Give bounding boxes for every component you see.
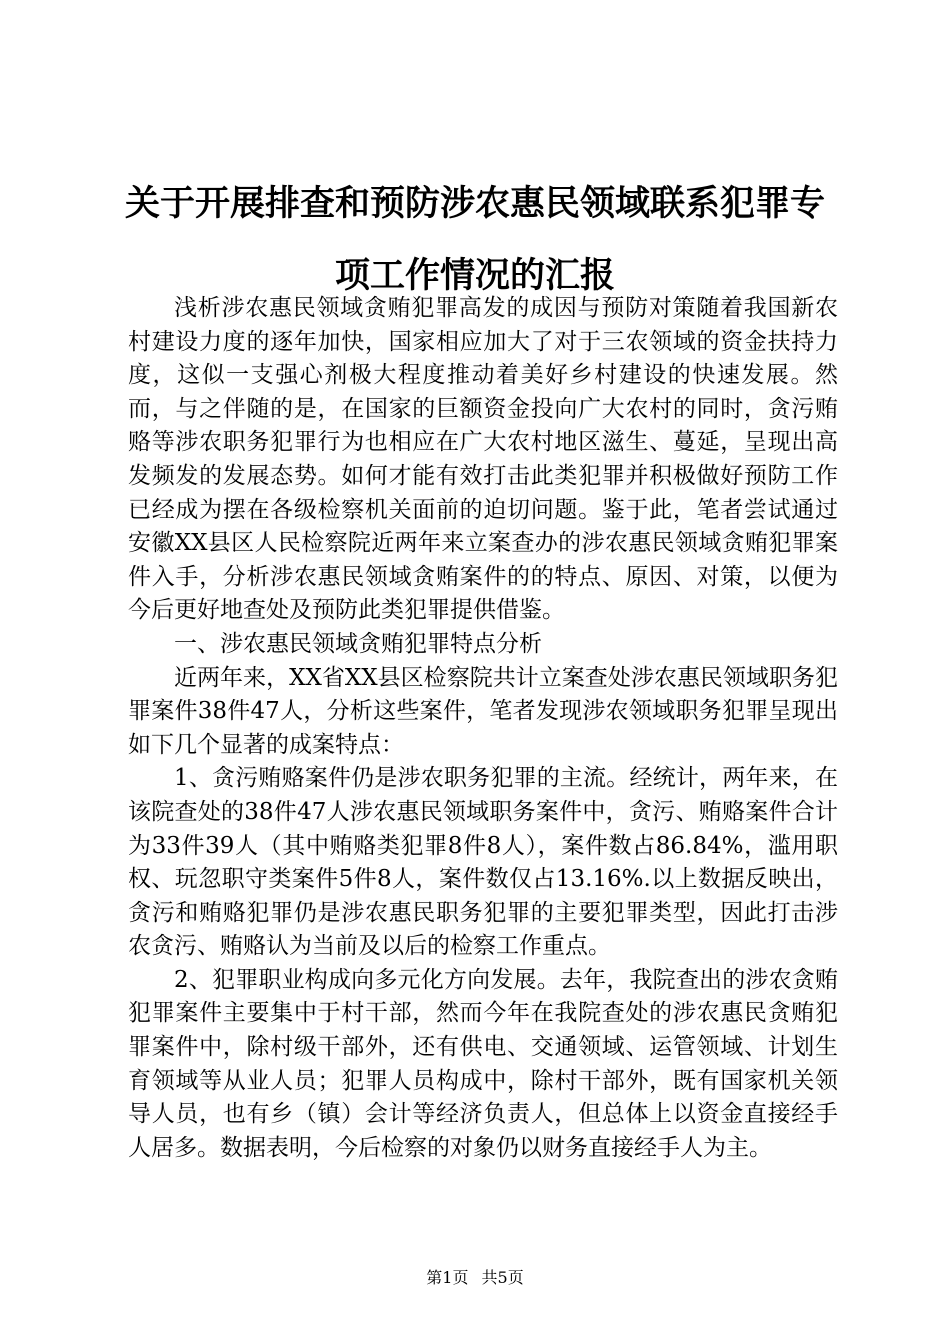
page-total: 共5页 bbox=[481, 1268, 524, 1287]
document-body bbox=[128, 292, 838, 1165]
page-number: 第1页 bbox=[426, 1268, 469, 1287]
title-line-2: 项工作情况的汇报 bbox=[334, 255, 615, 296]
paragraph-point-2: 2、犯罪职业构成向多元化方向发展。去年，我院查出的涉农贪贿犯罪案件主要集中于村干部，然而今年在我院查处的涉农惠民贪贿犯罪案件中，除村级干部外，还有供电、交通领域、运管领域、计划生育领域等从业人员；犯罪人员构成中，除村干部外，既有国家机关领导人员，也有乡（镇）会计等经济负责人，但总体上以资金直接经手人居多。数据表明，今后检察的对象仍以财务直接经手人为主。 bbox=[128, 966, 838, 1161]
paragraph-point-1: 1、贪污贿赂案件仍是涉农职务犯罪的主流。经统计，两年来，在该院查处的38件47人涉农惠民领域职务案件中，贪污、贿赂案件合计为33件39人（其中贿赂类犯罪8件8人），案件数占86.84%，滥用职权、玩忽职守类案件5件8人，案件数仅占13.16%.以上数据反映出，贪污和贿赂犯罪仍是涉农惠民职务犯罪的主要犯罪类型，因此打击涉农贪污、贿赂认为当前及以后的检察工作重点。 bbox=[128, 765, 838, 960]
document-title bbox=[100, 168, 850, 312]
title-line-1: 关于开展排查和预防涉农惠民领域联系犯罪专 bbox=[124, 183, 825, 224]
page-footer bbox=[0, 1268, 950, 1288]
section-heading: 一、涉农惠民领域贪贿犯罪特点分析 bbox=[174, 630, 542, 657]
paragraph-intro: 浅析涉农惠民领域贪贿犯罪高发的成因与预防对策随着我国新农村建设力度的逐年加快，国家相应加大了对于三农领域的资金扶持力度，这似一支强心剂极大程度推动着美好乡村建设的快速发展。然而，与之伴随的是，在国家的巨额资金投向广大农村的同时，贪污贿赂等涉农职务犯罪行为也相应在广大农村地区滋生、蔓延，呈现出高发频发的发展态势。如何才能有效打击此类犯罪并积极做好预防工作已经成为摆在各级检察机关面前的迫切问题。鉴于此，笔者尝试通过安徽XX县区人民检察院近两年来立案查办的涉农惠民领域贪贿犯罪案件入手，分析涉农惠民领域贪贿案件的的特点、原因、对策，以便为今后更好地查处及预防此类犯罪提供借鉴。 bbox=[128, 295, 838, 624]
paragraph-overview: 近两年来，XX省XX县区检察院共计立案查处涉农惠民领域职务犯罪案件38件47人，分析这些案件，笔者发现涉农领域职务犯罪呈现出如下几个显著的成案特点： bbox=[128, 664, 838, 758]
